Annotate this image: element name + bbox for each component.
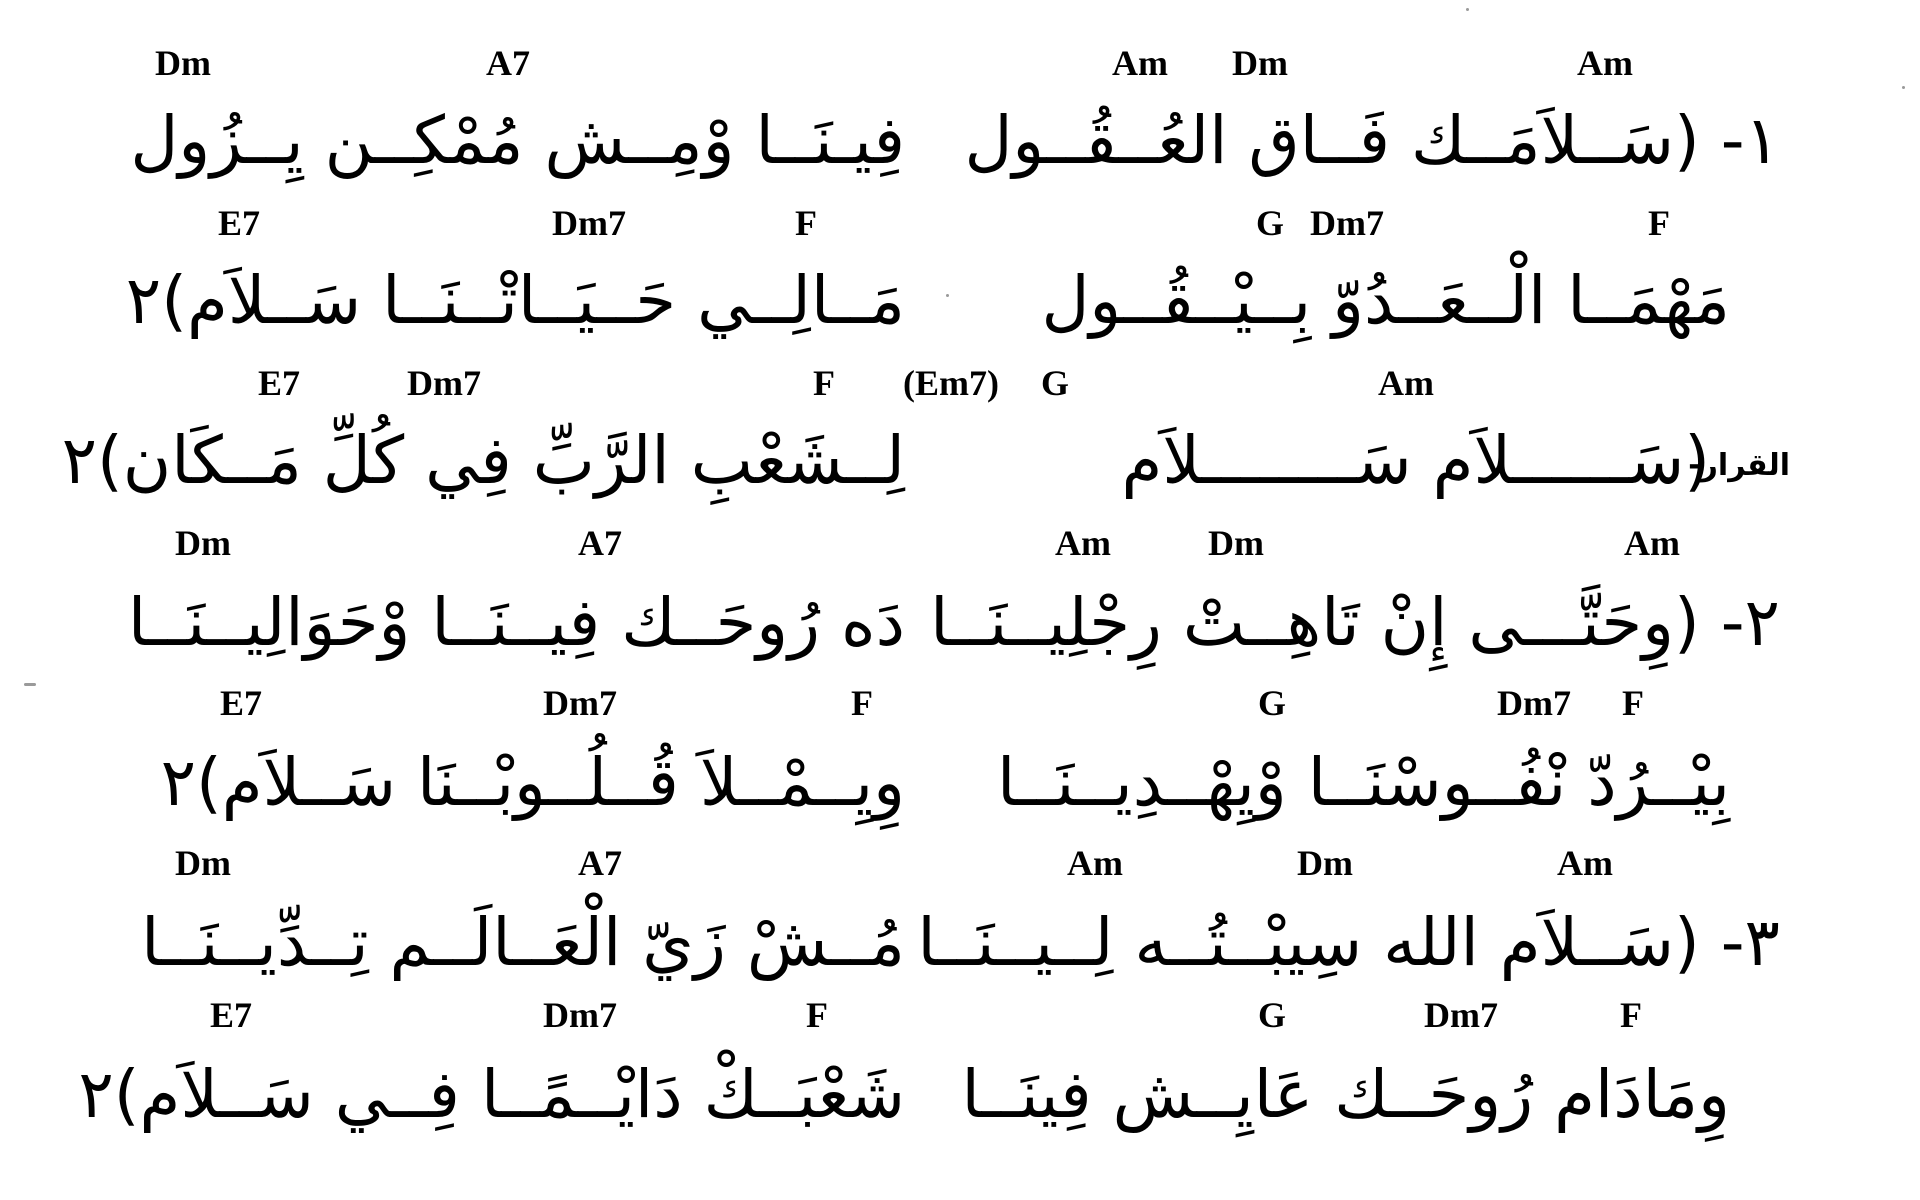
chord: G xyxy=(1258,683,1287,723)
chord: Dm xyxy=(175,843,231,883)
chord: Dm7 xyxy=(1497,683,1571,723)
scan-speck xyxy=(946,294,949,297)
chord: Dm xyxy=(155,43,211,83)
chord: F xyxy=(1622,683,1644,723)
chord: Am xyxy=(1067,843,1123,883)
chord: G xyxy=(1041,363,1070,403)
chord: A7 xyxy=(486,43,530,83)
lyric-left: دَه رُوحَــك فِيــنَــا وْحَوَالِيــنَــا xyxy=(127,584,905,661)
chord: Am xyxy=(1055,523,1111,563)
scan-speck xyxy=(24,683,36,686)
chord: Dm7 xyxy=(543,683,617,723)
chord: E7 xyxy=(218,203,261,243)
lyric-right: بِيْــرُدّ نْفُــوسْنَــا وْيِهْــدِيــنَــا xyxy=(997,744,1730,821)
chord: Dm xyxy=(175,523,231,563)
lyric-left: وِيِــمْــلاَ قُــلُــوبْــنَا سَــلاَم)٢ xyxy=(160,744,905,821)
chord: Dm7 xyxy=(407,363,481,403)
lyric-right: (سَــــــلاَم سَــــــــلاَم xyxy=(1121,422,1710,499)
chord: A7 xyxy=(578,843,622,883)
lyric-left: مُــشْ زَيّ الْعَــالَــم تِــدِّيــنَــا xyxy=(141,904,905,981)
chord: F xyxy=(1620,995,1642,1035)
chord: Am xyxy=(1557,843,1613,883)
chord: Dm7 xyxy=(543,995,617,1035)
chord: E7 xyxy=(258,363,301,403)
scan-speck xyxy=(1902,86,1905,89)
lyric-left: مَــالِــي حَــيَــاتْــنَــا سَــلاَم)٢ xyxy=(125,262,905,339)
chord: E7 xyxy=(220,683,263,723)
lyric-right: مَهْمَــا الْــعَــدُوّ بِــيْــقُــول xyxy=(1041,262,1730,339)
chord: Dm7 xyxy=(552,203,626,243)
lyric-left: لِــشَعْبِ الرَّبِّ فِي كُلِّ مَــكَان)٢ xyxy=(61,422,905,499)
chord: Am xyxy=(1112,43,1168,83)
chord: F xyxy=(851,683,873,723)
chord: Dm7 xyxy=(1310,203,1384,243)
chord: Dm xyxy=(1208,523,1264,563)
chord: F xyxy=(795,203,817,243)
lyric-right: وِمَادَام رُوحَــك عَايِــش فِينَــا xyxy=(961,1056,1730,1133)
chord: Am xyxy=(1624,523,1680,563)
scan-speck xyxy=(1466,8,1469,11)
chord: G xyxy=(1258,995,1287,1035)
chord: Am xyxy=(1577,43,1633,83)
chord: F xyxy=(806,995,828,1035)
refrain-label: القرار- xyxy=(1688,448,1790,483)
lyric-right: ٢- (وِحَتَّـــى إِنْ تَاهِــتْ رِجْلِيــنَــا xyxy=(930,584,1780,661)
chord: G xyxy=(1256,203,1285,243)
chord: F xyxy=(1648,203,1670,243)
lyric-right: ٣- (سَــلاَم الله سِيبْــتُــه لِــيــنَــا xyxy=(917,904,1780,981)
lyric-left: فِيـنَــا وْمِــش مُمْكِــن يِــزُول xyxy=(130,102,905,179)
lyric-right: ١- (سَــلاَمَــك فَــاق العُــقُــول xyxy=(964,102,1780,179)
chord: Dm xyxy=(1232,43,1288,83)
chord: Dm7 xyxy=(1424,995,1498,1035)
lyric-left: شَعْبَــكْ دَايْــمًــا فِــي سَــلاَم)٢ xyxy=(78,1056,905,1133)
chord: F xyxy=(813,363,835,403)
chord: (Em7) xyxy=(903,363,999,403)
chord: A7 xyxy=(578,523,622,563)
chord: E7 xyxy=(210,995,253,1035)
chord: Am xyxy=(1378,363,1434,403)
chord: Dm xyxy=(1297,843,1353,883)
